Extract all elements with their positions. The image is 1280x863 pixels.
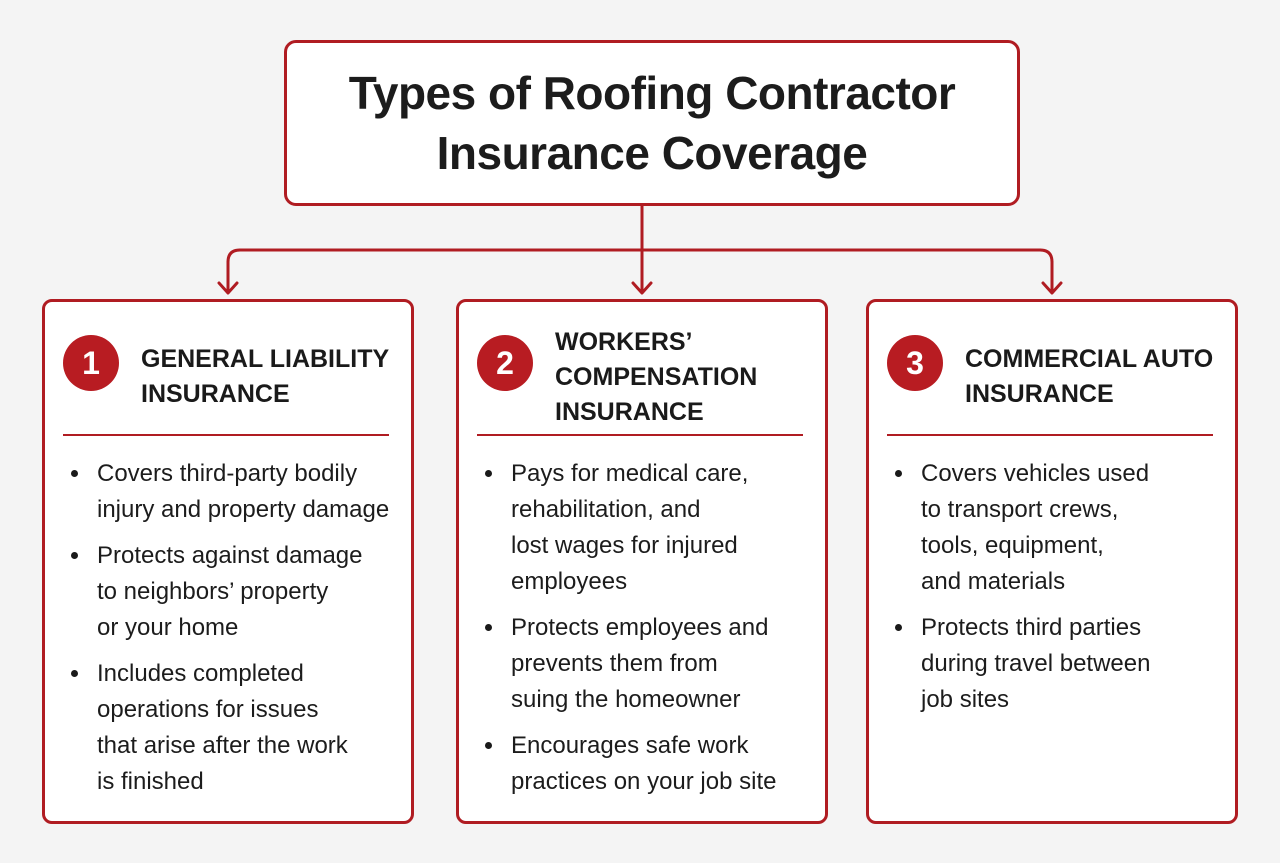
bullet-text: Covers third-party bodily injury and property damage <box>97 460 390 523</box>
bullet-text: Includes completed operations for issues that arise after the work is finished <box>97 660 348 795</box>
card-heading <box>141 324 409 430</box>
bullet-text: Covers vehicles used to transport crews, tools, equipment, and materials <box>921 460 1150 595</box>
bullet-icon <box>895 470 902 477</box>
arrow-head-left <box>219 283 237 293</box>
card-heading-line: COMPENSATION <box>555 362 758 391</box>
card-heading-line: WORKERS’ <box>555 327 693 356</box>
bullet-icon <box>485 624 492 631</box>
card-heading-line: GENERAL LIABILITY <box>141 345 390 373</box>
diagram-title-line-2: Insurance Coverage <box>436 127 868 179</box>
bullet-text: Pays for medical care, rehabilitation, and lost wages for injured employees <box>511 460 749 595</box>
bullet-text: Protects against damage to neighbors’ property or your home <box>97 542 363 641</box>
list-item <box>69 538 403 646</box>
bullet-icon <box>71 470 78 477</box>
card-workers-compensation <box>456 299 828 824</box>
divider <box>63 434 389 436</box>
card-general-liability <box>42 299 414 824</box>
card-heading <box>965 324 1233 430</box>
list-item <box>69 456 403 528</box>
arrow-head-right <box>1043 283 1061 293</box>
arrow-head-center <box>633 283 651 293</box>
list-item <box>483 728 817 800</box>
bullet-text: Protects employees and prevents them from suing the homeowner <box>511 614 769 713</box>
bullet-icon <box>485 742 492 749</box>
number-badge: 3 <box>887 335 943 391</box>
horizontal-connector-right <box>1040 250 1052 262</box>
bullet-icon <box>71 552 78 559</box>
list-item <box>69 656 403 800</box>
card-heading-line: INSURANCE <box>141 380 290 408</box>
card-heading-line: COMMERCIAL AUTO <box>965 345 1214 373</box>
divider <box>477 434 803 436</box>
list-item <box>893 610 1227 718</box>
bullet-list <box>893 456 1227 728</box>
diagram-title-line-1: Types of Roofing Contractor <box>348 67 956 119</box>
bullet-text: Encourages safe work practices on your job site <box>511 732 777 795</box>
number-badge: 2 <box>477 335 533 391</box>
list-item <box>483 610 817 718</box>
card-commercial-auto <box>866 299 1238 824</box>
list-item <box>893 456 1227 600</box>
horizontal-connector <box>228 250 240 262</box>
bullet-list <box>483 456 817 810</box>
card-heading-line: INSURANCE <box>965 380 1114 408</box>
card-heading <box>555 324 823 430</box>
number-badge: 1 <box>63 335 119 391</box>
bullet-icon <box>485 470 492 477</box>
divider <box>887 434 1213 436</box>
bullet-text: Protects third parties during travel between job sites <box>921 614 1151 713</box>
list-item <box>483 456 817 600</box>
bullet-icon <box>895 624 902 631</box>
bullet-icon <box>71 670 78 677</box>
bullet-list <box>69 456 403 810</box>
title-box <box>284 40 1020 206</box>
card-heading-line: INSURANCE <box>555 397 704 426</box>
